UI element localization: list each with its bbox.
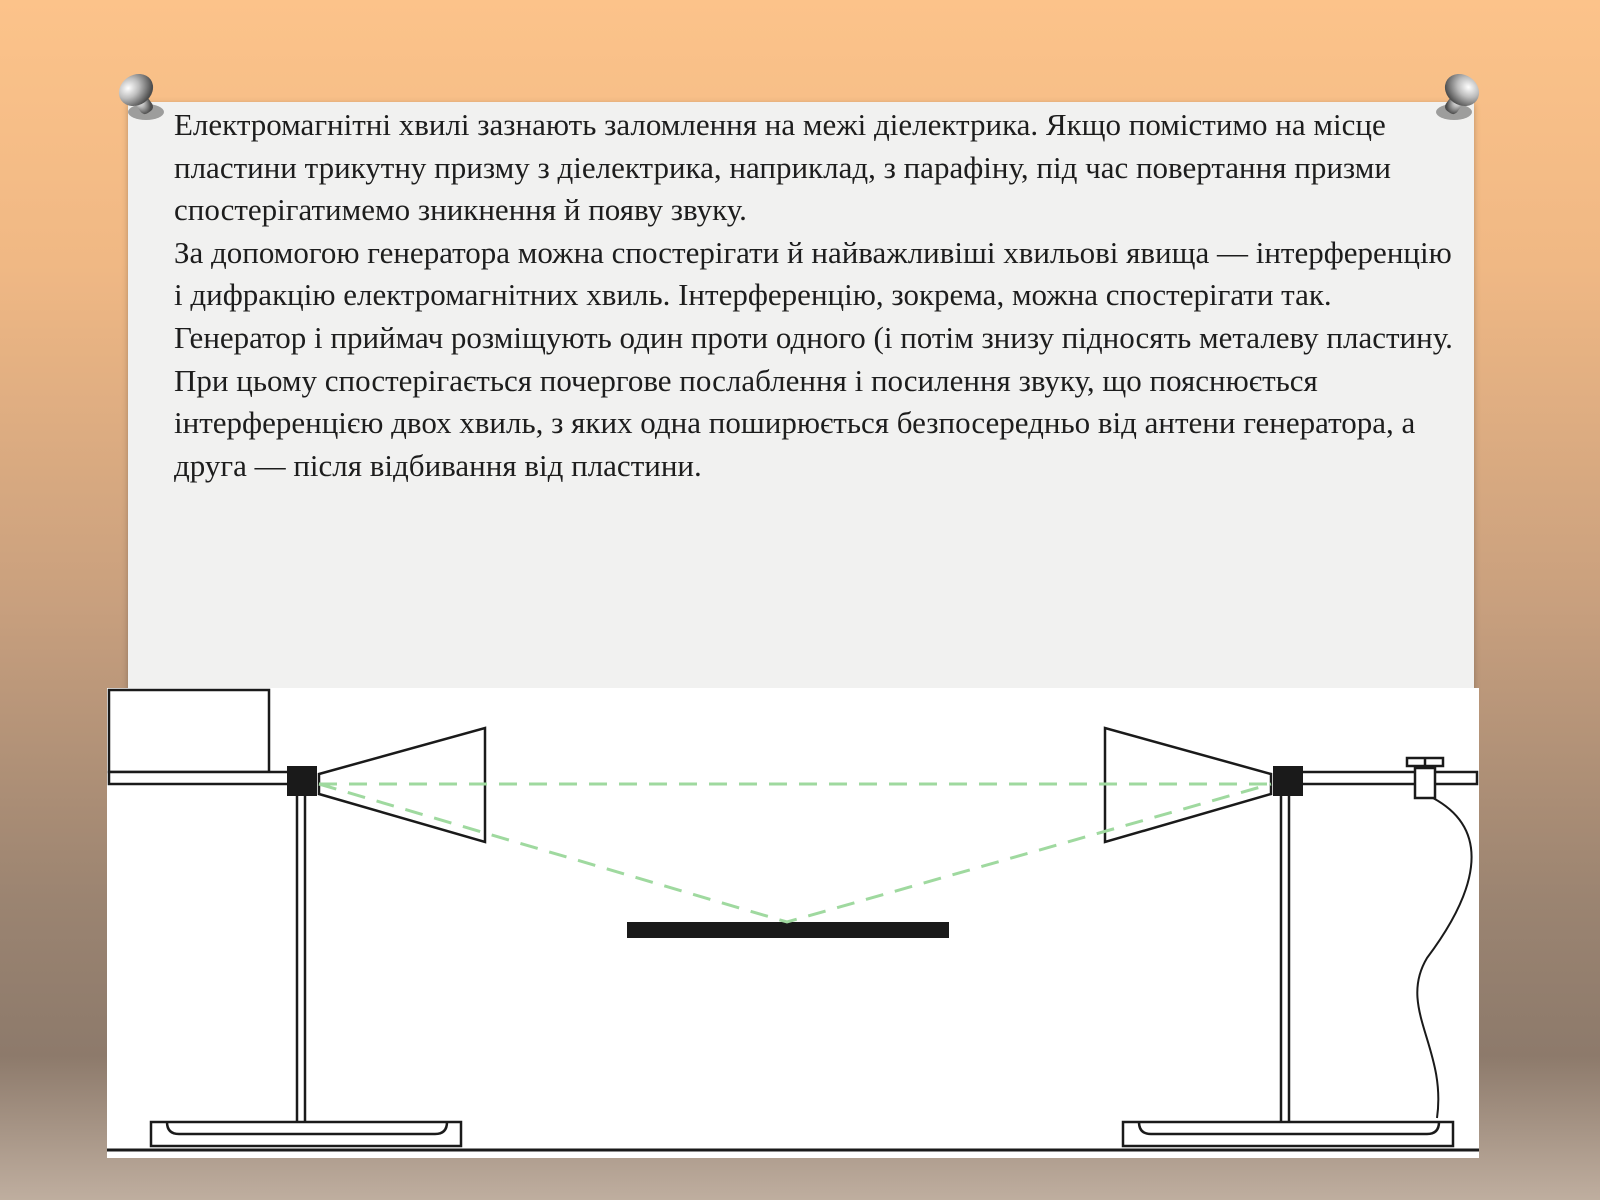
paragraph: Електромагнітні хвилі зазнають заломлення на межі діелектрика. Якщо помістимо на місце пластини трикутну призму з діелектрика, наприклад, з парафіну, під час повертання призми спостерігатимемо зникнення й появу звуку. bbox=[174, 107, 1391, 228]
transmitter-horn bbox=[319, 728, 485, 842]
pushpin-icon bbox=[112, 68, 172, 128]
paragraph: При цьому спостерігається почергове послаблення і посилення звуку, що пояснюється інтерференцією двох хвиль, з яких одна поширюється безпосередньо від антени генератора, а друга — після відбивання від пластини. bbox=[174, 362, 1416, 483]
paragraph: За допомогою генератора можна спостерігати й найважливіші хвильові явища — інтерференцію і дифракцію електромагнітних хвиль. Інтерференцію, зокрема, можна спостерігати так. bbox=[174, 234, 1452, 313]
body-text bbox=[174, 104, 1464, 487]
paragraph: Генератор і приймач розміщують один проти одного (і потім знизу підносять металеву пластину. bbox=[174, 319, 1453, 355]
generator-rod bbox=[109, 772, 289, 784]
interference-setup-diagram bbox=[107, 688, 1479, 1158]
receiver-connector bbox=[1273, 766, 1303, 796]
receiver-cable bbox=[1417, 798, 1471, 1118]
generator-box bbox=[109, 690, 269, 772]
transmitter-connector bbox=[287, 766, 317, 796]
receiver-rod bbox=[1299, 772, 1477, 784]
metal-plate bbox=[627, 922, 949, 938]
